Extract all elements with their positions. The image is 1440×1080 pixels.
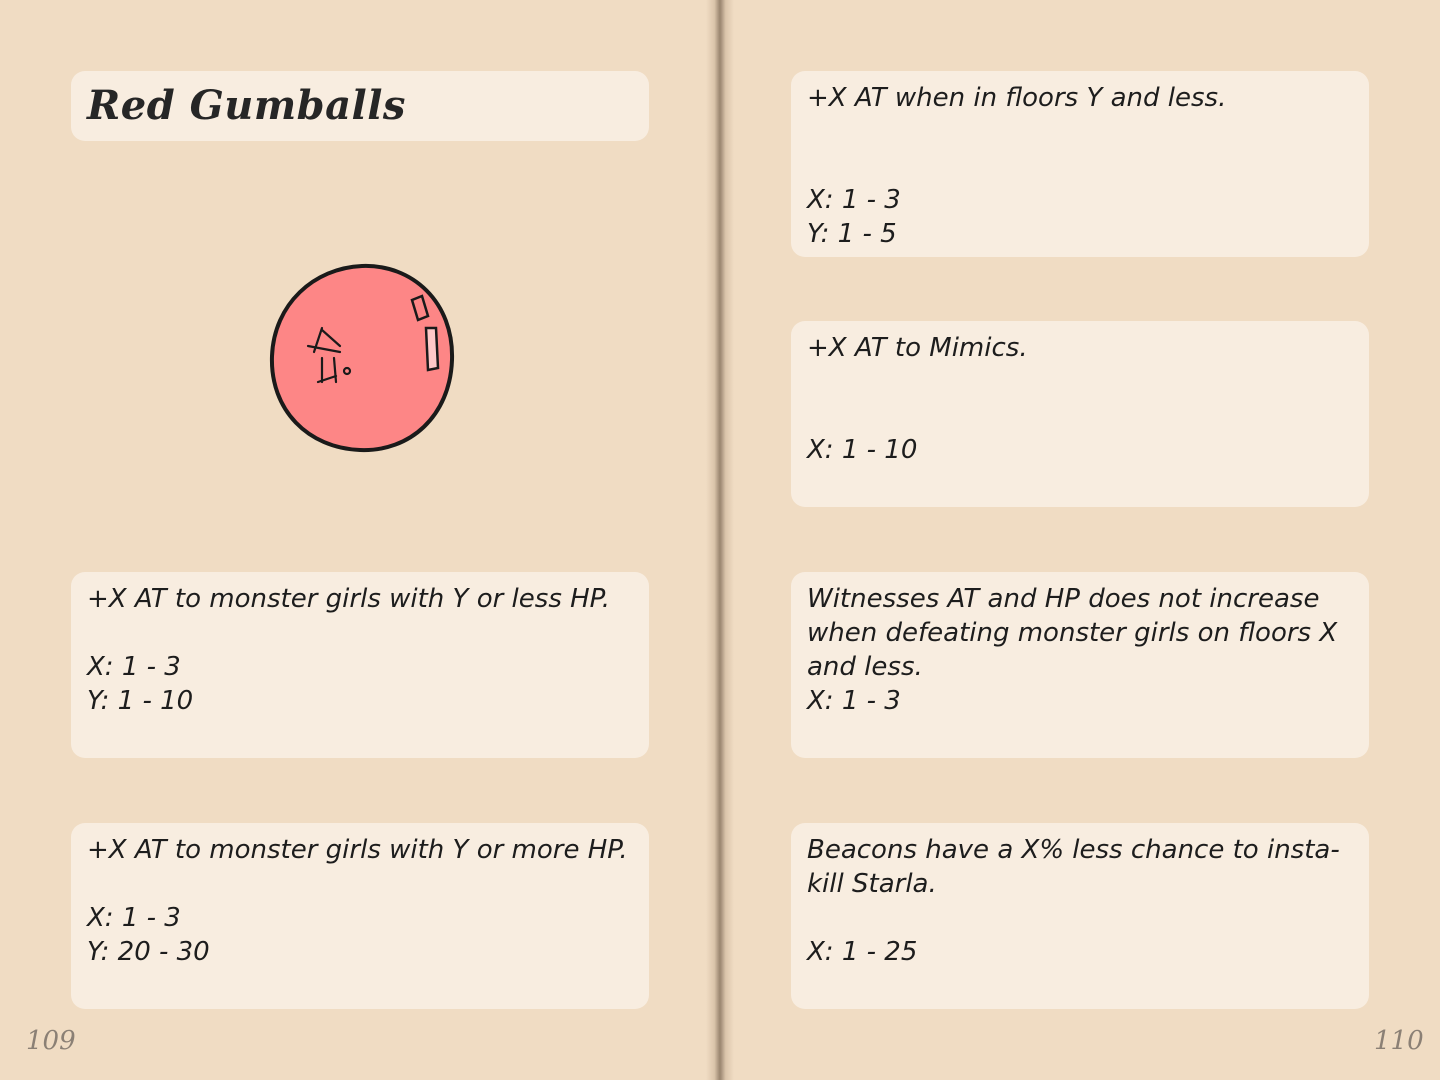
range-y: Y: 20 - 30 (87, 937, 210, 967)
effect-card-6 (791, 823, 1369, 1009)
effect-card-3 (791, 71, 1369, 257)
effect-card-2 (71, 823, 649, 1009)
effect-ranges (807, 433, 1353, 467)
range-x: X: 1 - 3 (87, 903, 181, 933)
page-number-left: 109 (26, 1026, 76, 1056)
effect-card-5 (791, 572, 1369, 758)
range-y: Y: 1 - 10 (87, 686, 194, 716)
effect-description: Beacons have a X% less chance to insta-kill Starla. (807, 835, 1340, 899)
page-number-right: 110 (1374, 1026, 1424, 1056)
effect-description: +X AT to monster girls with Y or more HP. (87, 835, 628, 865)
range-x: X: 1 - 3 (807, 686, 901, 716)
effect-ranges (807, 935, 1353, 969)
range-x: X: 1 - 3 (87, 652, 181, 682)
effect-ranges (87, 650, 633, 718)
effect-description: +X AT to Mimics. (807, 333, 1028, 363)
effect-ranges (807, 684, 1353, 718)
effect-card-4 (791, 321, 1369, 507)
effect-description: +X AT to monster girls with Y or less HP. (87, 584, 611, 614)
effect-ranges (807, 183, 1353, 251)
range-x: X: 1 - 10 (807, 435, 918, 465)
red-gumball-icon (262, 258, 462, 458)
effect-card-1 (71, 572, 649, 758)
item-title: Red Gumballs (87, 82, 406, 129)
range-y: Y: 1 - 5 (807, 219, 897, 249)
range-x: X: 1 - 3 (807, 185, 901, 215)
range-x: X: 1 - 25 (807, 937, 918, 967)
effect-ranges (87, 901, 633, 969)
item-title-box (71, 71, 649, 141)
effect-description: +X AT when in floors Y and less. (807, 83, 1227, 113)
effect-description: Witnesses AT and HP does not increase when defeating monster girls on floors X and less. (807, 584, 1338, 682)
right-page (720, 0, 1440, 1080)
